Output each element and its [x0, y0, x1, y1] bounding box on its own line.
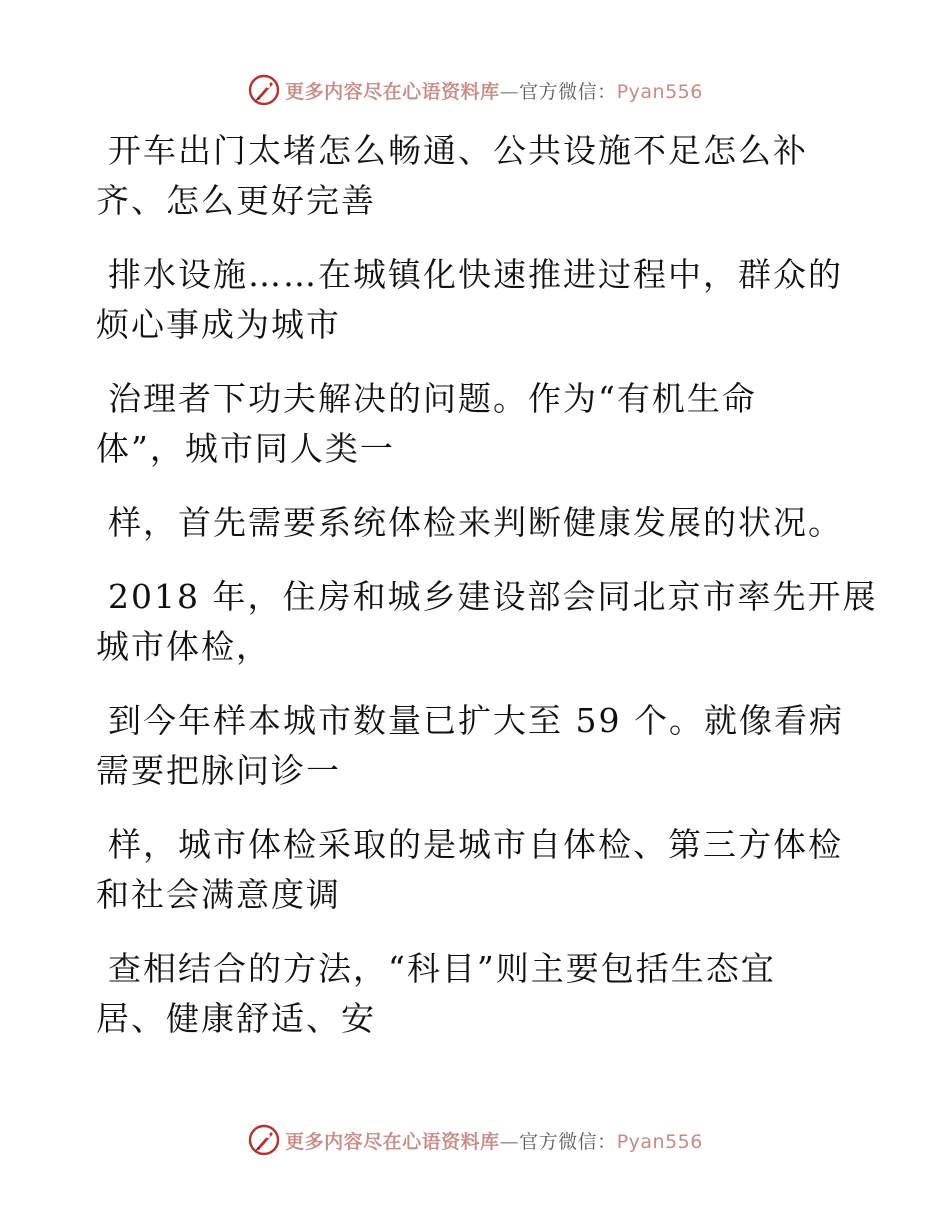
- paragraph-6: [96, 696, 866, 796]
- paragraph-1: [96, 126, 866, 226]
- header-banner-dash: —: [499, 80, 520, 103]
- quill-logo-icon: [247, 1123, 281, 1157]
- paragraph-5-line-1: 2018 年，住房和城乡建设部会同北京市率先开展: [108, 577, 878, 616]
- footer-banner: [0, 1120, 950, 1160]
- paragraph-5: [96, 572, 878, 672]
- paragraph-7: [96, 820, 866, 920]
- header-banner: [0, 70, 950, 110]
- quill-logo-icon: [247, 73, 281, 107]
- footer-banner-text: [285, 1127, 703, 1154]
- paragraph-3-line-1: 治理者下功夫解决的问题。作为“有机生命: [108, 379, 757, 418]
- paragraph-3-line-2: 体”，城市同人类一: [96, 429, 395, 468]
- footer-banner-dash: —: [499, 1130, 520, 1153]
- footer-banner-id: Pyan556: [616, 1130, 703, 1153]
- paragraph-4-line-1: 样，首先需要系统体检来判断健康发展的状况。: [108, 503, 843, 542]
- paragraph-2-line-1: 排水设施……在城镇化快速推进过程中，群众的: [108, 255, 843, 294]
- paragraph-8-line-1: 查相结合的方法，“科目”则主要包括生态宜: [108, 949, 776, 988]
- header-banner-label: 官方微信：: [519, 80, 617, 103]
- paragraph-8: [96, 944, 866, 1044]
- paragraph-2-line-2: 烦心事成为城市: [96, 305, 341, 344]
- paragraph-1-line-1: 开车出门太堵怎么畅通、公共设施不足怎么补: [108, 131, 808, 170]
- header-banner-id: Pyan556: [616, 80, 703, 103]
- paragraph-7-line-2: 和社会满意度调: [96, 875, 341, 914]
- paragraph-7-line-1: 样，城市体检采取的是城市自体检、第三方体检: [108, 825, 843, 864]
- header-banner-text: [285, 77, 703, 104]
- paragraph-6-line-1: 到今年样本城市数量已扩大至 59 个。就像看病: [108, 701, 844, 740]
- paragraph-1-line-2: 齐、怎么更好完善: [96, 181, 376, 220]
- paragraph-3: [96, 374, 866, 474]
- paragraph-4: [96, 498, 866, 548]
- document-body: [96, 126, 878, 1068]
- footer-banner-site: 更多内容尽在心语资料库: [285, 1130, 500, 1153]
- paragraph-8-line-2: 居、健康舒适、安: [96, 999, 376, 1038]
- paragraph-2: [96, 250, 866, 350]
- header-banner-site: 更多内容尽在心语资料库: [285, 80, 500, 103]
- paragraph-5-line-2: 城市体检，: [96, 627, 271, 666]
- footer-banner-label: 官方微信：: [519, 1130, 617, 1153]
- paragraph-6-line-2: 需要把脉问诊一: [96, 751, 341, 790]
